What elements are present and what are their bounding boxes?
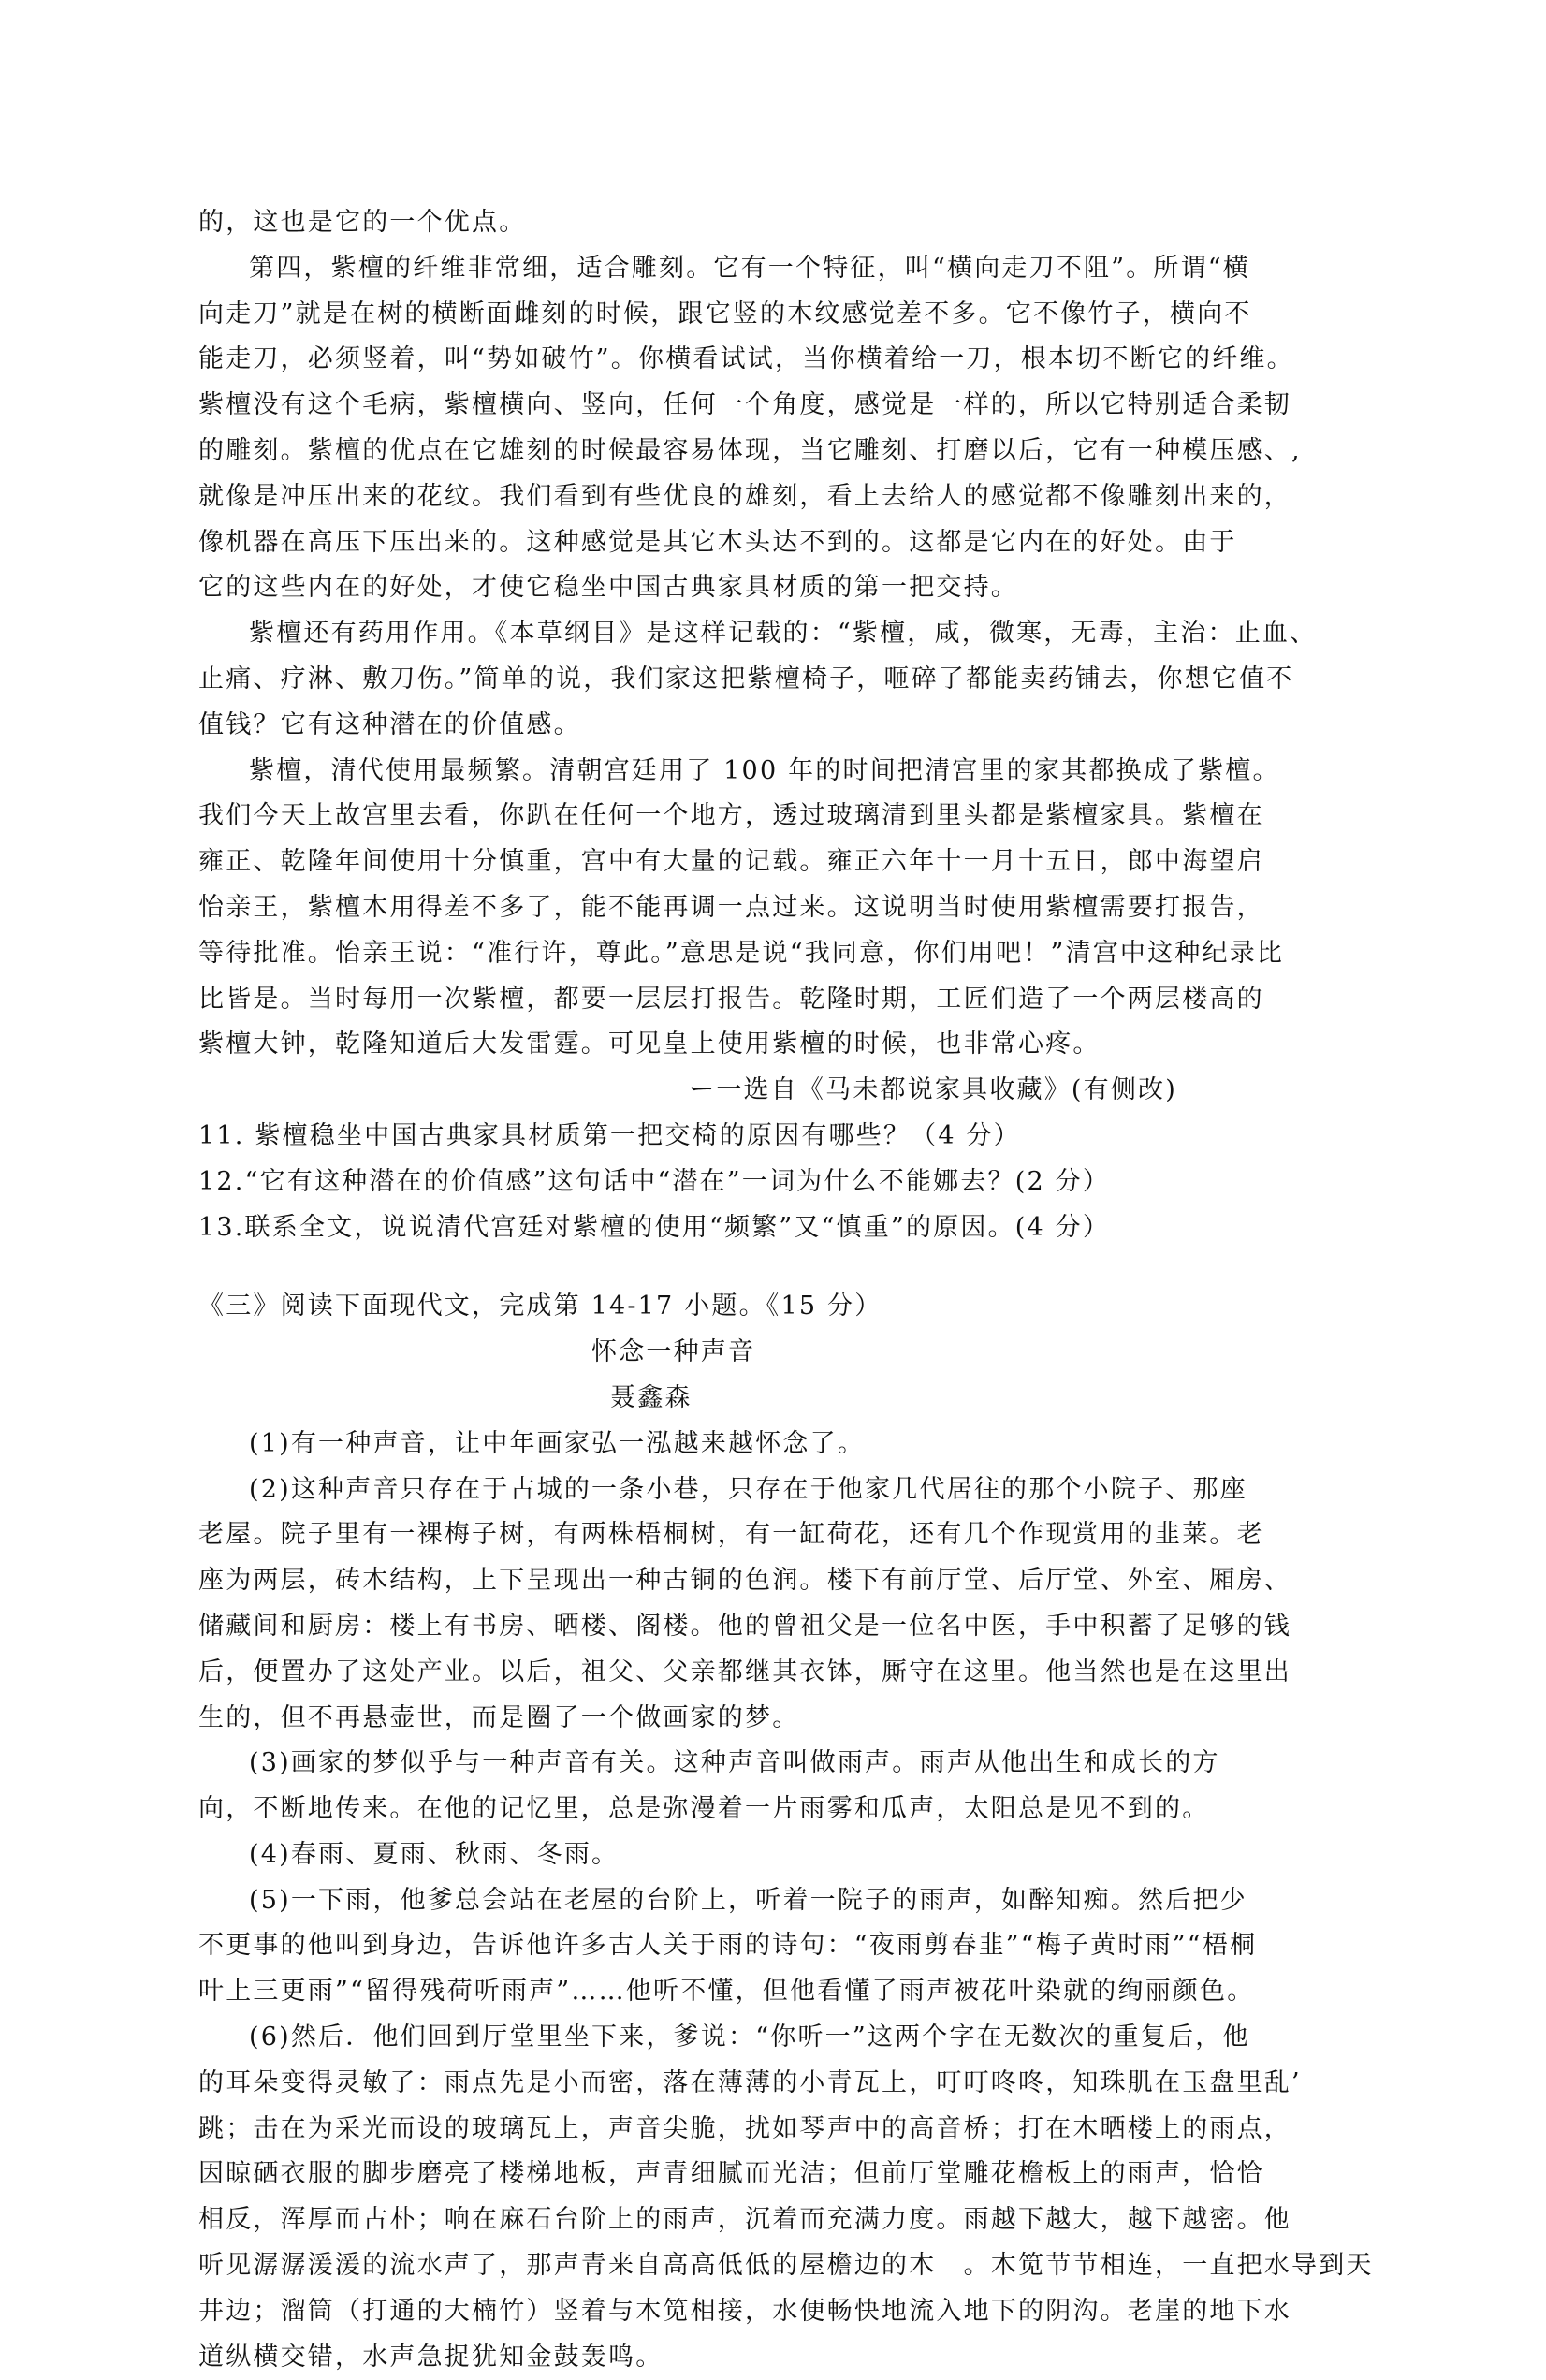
paragraph-line: 就像是冲压出来的花纹。我们看到有些优良的雄刻，看上去给人的感觉都不像雕刻出来的， — [198, 481, 1291, 511]
section-instruction: 《三》阅读下面现代文，完成第 14-17 小题。《15 分） — [198, 1292, 882, 1321]
paragraph-line: 因晾硒衣服的脚步磨亮了楼梯地板，声青细腻而光洁；但前厅堂雕花檐板上的雨声，恰恰 — [198, 2159, 1264, 2189]
paragraph-line: (3)画家的梦似乎与一种声音有关。这种声音叫做雨声。雨声从他出生和成长的方 — [249, 1748, 1220, 1778]
paragraph-line: 值钱？它有这种潜在的价值感。 — [198, 709, 581, 739]
paragraph-line: 的耳朵变得灵敏了：雨点先是小而密，落在薄薄的小青瓦上，叮叮咚咚，知珠肌在玉盘里乱’ — [198, 2067, 1302, 2097]
paragraph-line: 雍正、乾隆年间使用十分慎重，宫中有大量的记载。雍正六年十一月十五日，郎中海望启 — [198, 847, 1264, 877]
paragraph-line: 我们今天上故宫里去看，你趴在任何一个地方，透过玻璃清到里头都是紫檀家具。紫檀在 — [198, 801, 1264, 831]
paragraph-line: 井边；溜筒（打通的大楠竹）竖着与木笕相接，水便畅快地流入地下的阴沟。老崖的地下水 — [198, 2296, 1291, 2326]
paragraph-line: 座为两层，砖木结构，上下呈现出一种古铜的色润。楼下有前厅堂、后厅堂、外室、厢房、 — [198, 1566, 1291, 1596]
paragraph-line: 紫檀没有这个毛病，紫檀横向、竖向，任何一个角度，感觉是一样的，所以它特别适合柔韧 — [198, 390, 1291, 420]
paragraph-line: 向，不断地传来。在他的记忆里，总是弥漫着一片雨雾和瓜声，太阳总是见不到的。 — [198, 1794, 1210, 1824]
paragraph-line: 比皆是。当时每用一次紫檀，都要一层层打报告。乾隆时期，工匠们造了一个两层楼高的 — [198, 984, 1264, 1014]
paragraph-line: 向走刀”就是在树的横断面雌刻的时候，跟它竖的木纹感觉差不多。它不像竹子，横向不 — [198, 299, 1252, 329]
paragraph-line: 道纵横交错，水声急捉犹知金鼓轰鸣。 — [198, 2342, 664, 2372]
paragraph-line: 止痛、疗淋、敷刀伤。”简单的说，我们家这把紫檀椅子，咂碎了都能卖药铺去，你想它值不 — [198, 664, 1294, 694]
paragraph-line: 老屋。院子里有一裸梅子树，有两株梧桐树，有一缸荷花，还有几个作现赏用的韭莱。老 — [198, 1520, 1264, 1550]
paragraph-line: 的雕刻。紫檀的优点在它雄刻的时候最容易体现，当它雕刻、打磨以后，它有一种模压感、, — [198, 435, 1302, 465]
question-11: 11. 紫檀稳坐中国古典家具材质第一把交椅的原因有哪些？（4 分） — [198, 1120, 1021, 1150]
paragraph-line: 相反，浑厚而古朴；响在麻石台阶上的雨声，沉着而充满力度。雨越下越大，越下越密。他 — [198, 2205, 1291, 2235]
paragraph-line: 怡亲王，紫檀木用得差不多了，能不能再调一点过来。这说明当时使用紫檀需要打报告， — [198, 892, 1264, 922]
paragraph-line: (2)这种声音只存在于古城的一条小巷，只存在于他家几代居往的那个小院子、那座 — [249, 1474, 1247, 1504]
paragraph-line: 能走刀，必须竖着，叫“势如破竹”。你横看试试，当你横着给一刀，根本切不断它的纤维。 — [198, 344, 1294, 374]
question-13: 13.联系全文，说说清代宫廷对紫檀的使用“频繁”又“慎重”的原因。(4 分） — [198, 1212, 1111, 1242]
paragraph-line: 后，便置办了这处产业。以后，祖父、父亲都继其衣钵，厮守在这里。他当然也是在这里出 — [198, 1657, 1291, 1686]
article-author: 聂鑫森 — [610, 1382, 693, 1412]
paragraph-line: (1)有一种声音，让中年画家弘一泓越来越怀念了。 — [249, 1428, 866, 1458]
paragraph-line: 紫檀还有药用作用。《本草纲目》是这样记载的：“紫檀，咸，微寒，无毒，主治：止血、 — [249, 619, 1318, 649]
question-12: 12.“它有这种潜在的价值感”这句话中“潜在”一词为什么不能娜去？(2 分） — [198, 1166, 1111, 1196]
paragraph-line: 叶上三更雨”“留得残荷听雨声”……他听不懂，但他看懂了雨声被花叶染就的绚丽颜色。 — [198, 1977, 1255, 2007]
paragraph-line: (4)春雨、夏雨、秋雨、冬雨。 — [249, 1839, 620, 1869]
paragraph-line: 像机器在高压下压出来的。这种感觉是其它木头达不到的。这都是它内在的好处。由于 — [198, 527, 1237, 557]
document-page — [198, 200, 1378, 2380]
article-title: 怀念一种声音 — [591, 1337, 756, 1367]
source-citation: ー一选自《马未都说家具收藏》(有侧改) — [689, 1075, 1177, 1105]
paragraph-line: 紫檀，清代使用最频繁。清朝宫廷用了 100 年的时间把清宫里的家其都换成了紫檀。 — [249, 755, 1280, 785]
paragraph-line: 第四，紫檀的纤维非常细，适合雕刻。它有一个特征，叫“横向走刀不阻”。所谓“横 — [249, 253, 1251, 283]
paragraph-line: (6)然后．他们回到厅堂里坐下来，爹说：“你听一”这两个字在无数次的重复后，他 — [249, 2022, 1250, 2052]
paragraph-line: 储藏间和厨房：楼上有书房、晒楼、阁楼。他的曾祖父是一位名中医，手中积蓄了足够的钱 — [198, 1611, 1291, 1641]
section-gap — [198, 1250, 1378, 1284]
paragraph-line: 生的，但不再悬壶世，而是圈了一个做画家的梦。 — [198, 1702, 800, 1732]
paragraph-line: (5)一下雨，他爹总会站在老屋的台阶上，听着一院子的雨声，如醉知痴。然后把少 — [249, 1885, 1247, 1915]
paragraph-line: 的，这也是它的一个优点。 — [198, 208, 527, 237]
paragraph-line: 跳；击在为采光而设的玻璃瓦上，声音尖脆，扰如琴声中的高音桥；打在木晒楼上的雨点， — [198, 2113, 1291, 2143]
paragraph-line: 紫檀大钟，乾隆知道后大发雷霆。可见皇上使用紫檀的时候，也非常心疼。 — [198, 1029, 1101, 1059]
paragraph-line: 不更事的他叫到身边，告诉他许多古人关于雨的诗句：“夜雨剪春韭”“梅子黄时雨”“梧桐 — [198, 1931, 1258, 1961]
paragraph-line: 听见潺潺湲湲的流水声了，那声青来自高高低低的屋檐边的木 。木笕节节相连，一直把水导到天 — [198, 2251, 1374, 2281]
paragraph-line: 它的这些内在的好处，才使它稳坐中国古典家具材质的第一把交持。 — [198, 573, 1018, 603]
paragraph-line: 等待批准。怡亲王说：“准行许，尊此。”意思是说“我同意，你们用吧！”清宫中这种纪录比 — [198, 938, 1285, 968]
